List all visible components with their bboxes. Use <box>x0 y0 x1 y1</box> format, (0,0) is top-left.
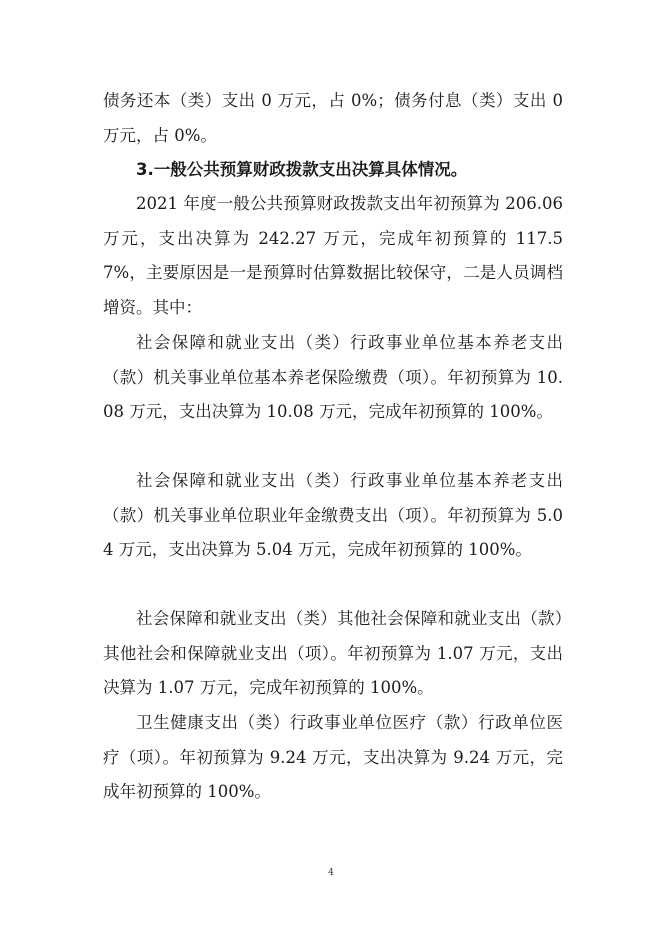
page-number: 4 <box>328 868 334 878</box>
paragraph-debt-summary: 债务还本（类）支出 0 万元，占 0%；债务付息（类）支出 0 万元，占 0%。 <box>103 91 563 145</box>
section-heading: 3.一般公共预算财政拨款支出决算具体情况。 <box>136 160 468 179</box>
paragraph-health-medical: 卫生健康支出（类）行政事业单位医疗（款）行政单位医疗（项）。年初预算为 9.24 万元，支出决算为 9.24 万元，完成年初预算的 100%。 <box>103 713 563 801</box>
paragraph-occupational-annuity: 社会保障和就业支出（类）行政事业单位基本养老支出（款）机关事业单位职业年金缴费支出（项）。年初预算为 5.04 万元，支出决算为 5.04 万元，完成年初预算的 100%。 <box>103 471 563 559</box>
paragraph-other-social-security: 社会保障和就业支出（类）其他社会保障和就业支出（款）其他社会和保障就业支出（项）。年初预算为 1.07 万元，支出决算为 1.07 万元，完成年初预算的 100%。 <box>103 609 563 697</box>
paragraph-budget-overview: 2021 年度一般公共预算财政拨款支出年初预算为 206.06 万元，支出决算为 242.27 万元，完成年初预算的 117.57%，主要原因是一是预算时估算数据比较保守，二是人员调档增资。其中： <box>103 194 563 317</box>
paragraph-pension-insurance: 社会保障和就业支出（类）行政事业单位基本养老支出（款）机关事业单位基本养老保险缴费（项）。年初预算为 10.08 万元，支出决算为 10.08 万元，完成年初预算的 100%。 <box>103 333 563 421</box>
